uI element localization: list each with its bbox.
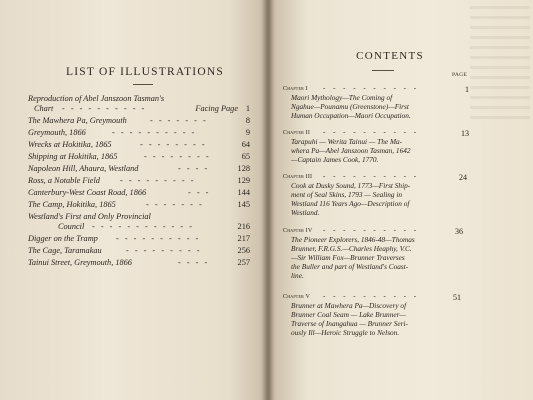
- illustration-page: 129: [237, 176, 250, 185]
- chapter-page: 51: [453, 293, 461, 302]
- illustration-title: Greymouth, 1866: [28, 128, 86, 137]
- chapter-page: 1: [465, 85, 469, 94]
- chapter-page: 13: [461, 129, 469, 138]
- illustration-page: 216: [237, 222, 250, 231]
- contents-heading: CONTENTS: [356, 50, 424, 62]
- illustration-page: 8: [245, 116, 250, 125]
- illustration-title: Reproduction of Abel Janszoon Tasman's: [28, 94, 165, 103]
- page-column-heading: PAGE: [452, 72, 468, 78]
- illustration-title: Digger on the Tramp: [28, 234, 98, 243]
- illustration-title: Wrecks at Hokitika, 1865: [28, 140, 112, 149]
- illustration-page: 217: [237, 234, 250, 243]
- heading-rule: [372, 70, 394, 71]
- chapter-description: The Pioneer Explorers, 1846-48—Thomas Brunner, F.R.G.S.—Charles Heaphy, V.C. —Sir William Fox—Brunner Traverses the Buller and part of Westland's Coast- line.: [291, 235, 415, 280]
- illustration-title: The Cage, Taramakau: [28, 246, 102, 255]
- book-gutter: [262, 0, 274, 400]
- chapter-description: Tarapuhi — Werita Tainui — The Ma- whera Pa—Abel Janszoon Tasman, 1642 —Captain James Cook, 1770.: [291, 137, 411, 164]
- illustration-title-continued: Chart: [34, 104, 54, 113]
- illustration-page: 9: [245, 128, 250, 137]
- book-spread: LIST OF ILLUSTRATIONS Reproduction of Abel Janszoon Tasman's Chart - - - - - - - - - - Facing Page 1 The Mawhera Pa, Greymouth - - - - - - - 8 Greymouth, 1866 - - - - - - - - - - 9 Wrecks at Hokitika, 1865 - - - - - - - - 64 Shipping at Hokitika, 1865 - - - - - - - - 65 Napoleon Hill, Ahaura, Westland - - - - 128 Ross, a Notable Field - - - - - - - - - 129 Canterbury-West Coast Road, 1866 - - - 144 The Camp, Hokitika, 1865 - - - - - - - 145 Westland's First and Only Provincial Council - - - - - - - - - - - - 216 Digger on the Tramp - - - - - - - - - - 217 The Cage, Taramakau - - - - - - - - - 256 Tainui Street, Greymouth, 1866 - - - - 257 CONTENTS PAGE Chapter I - - - - - - - - - - 1 Maori Mythology—The Coming of Ngahue—Pounamu (Greenstone)—First Human Occupation—Maori Occupation. Chapter II - - - - - - - - - - 13 Tarapuhi — Werita Tainui — The Ma- whera Pa—Abel Janszoon Tasman, 1642 —Captain James Cook, 1770. Chapter III - - - - - - - - - - 24 Cook at Dusky Sound, 1773—First Ship- ment of Seal Skins, 1793 — Sealing in Westland 116 Years Ago—Description of Westland. Chapter IV - - - - - - - - - - 36 The Pioneer Explorers, 1846-48—Thomas Brunner, F.R.G.S.—Charles Heaphy, V.C. —Sir William Fox—Brunner Traverses the Buller and part of Westland's Coast- line. Chapter V - - - - - - - - - - 51 Brunner at Mawhera Pa—Discovery of Brunner Coal Seam — Lake Brunner— Traverse of Inangahua — Brunner Seri- ously Ill—Heroic Struggle to Nelson.: [0, 0, 533, 400]
- heading-rule: [133, 84, 153, 85]
- illustration-title-continued: Council: [58, 222, 85, 231]
- illustration-page: 256: [237, 246, 250, 255]
- facing-page-label: Facing Page: [195, 104, 238, 113]
- illustration-page: 64: [241, 140, 250, 149]
- chapter-label: Chapter I: [283, 86, 308, 92]
- illustration-page: 65: [241, 152, 250, 161]
- chapter-label: Chapter V: [283, 294, 311, 300]
- page-edge-bleed: [470, 6, 530, 126]
- illustration-page: 145: [237, 200, 250, 209]
- illustration-title: Napoleon Hill, Ahaura, Westland: [28, 164, 139, 173]
- illustration-title: Canterbury-West Coast Road, 1866: [28, 188, 147, 197]
- illustration-title: Shipping at Hokitika, 1865: [28, 152, 118, 161]
- illustration-page: 128: [237, 164, 250, 173]
- chapter-page: 24: [459, 173, 467, 182]
- illustration-title: Tainui Street, Greymouth, 1866: [28, 258, 132, 267]
- illustration-page: 1: [245, 104, 250, 113]
- chapter-page: 36: [455, 227, 463, 236]
- illustration-page: 257: [237, 258, 250, 267]
- illustrations-heading: LIST OF ILLUSTRATIONS: [66, 66, 224, 78]
- illustration-title: The Camp, Hokitika, 1865: [28, 200, 116, 209]
- illustration-title: The Mawhera Pa, Greymouth: [28, 116, 127, 125]
- chapter-label: Chapter III: [283, 174, 313, 180]
- chapter-description: Brunner at Mawhera Pa—Discovery of Brunner Coal Seam — Lake Brunner— Traverse of Inangahua — Brunner Seri- ously Ill—Heroic Struggle to Nelson.: [291, 301, 408, 337]
- illustration-page: 144: [237, 188, 250, 197]
- illustration-title: Ross, a Notable Field: [28, 176, 100, 185]
- chapter-description: Cook at Dusky Sound, 1773—First Ship- ment of Seal Skins, 1793 — Sealing in Westland 116 Years Ago—Description of Westland.: [291, 181, 411, 217]
- chapter-label: Chapter IV: [283, 228, 313, 234]
- chapter-description: Maori Mythology—The Coming of Ngahue—Pounamu (Greenstone)—First Human Occupation—Maori Occupation.: [291, 93, 411, 120]
- chapter-label: Chapter II: [283, 130, 311, 136]
- illustration-title: Westland's First and Only Provincial: [28, 212, 151, 221]
